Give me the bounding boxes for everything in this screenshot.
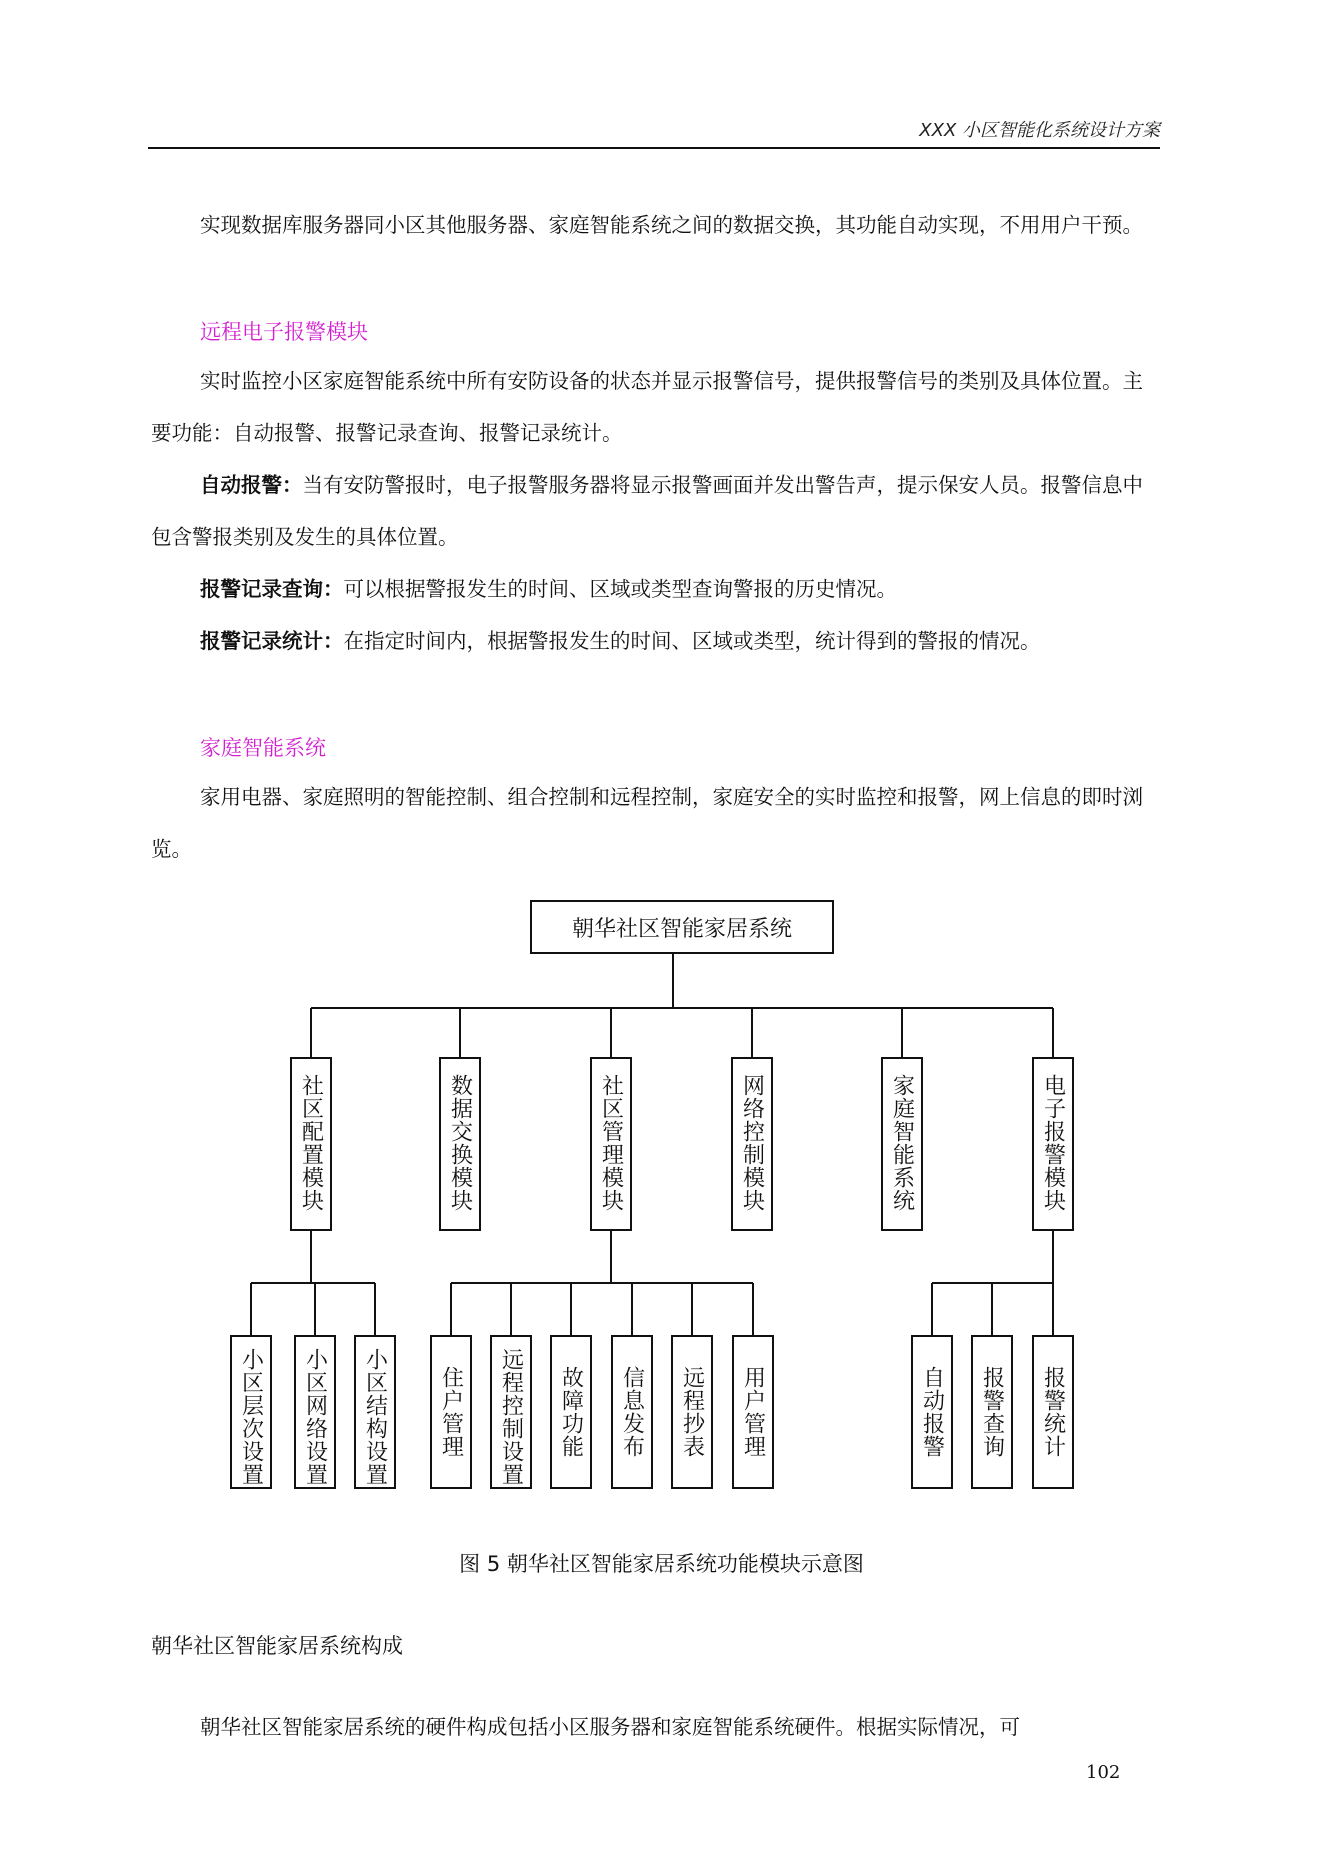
diagram-connectors bbox=[251, 953, 1053, 1336]
paragraph-remote-alarm: 实时监控小区家庭智能系统中所有安防设备的状态并显示报警信号，提供报警信号的类别及具体位置。主要功能：自动报警、报警记录查询、报警记录统计。 bbox=[151, 369, 1143, 445]
leaf-label-remote-meter: 远程抄表 bbox=[679, 1366, 705, 1458]
page-number: 102 bbox=[1086, 1762, 1121, 1783]
module-label-network-control: 网络控制模块 bbox=[739, 1074, 765, 1212]
module-boxes bbox=[291, 1058, 1073, 1230]
leaf-label-resident-manage: 住户管理 bbox=[438, 1366, 464, 1458]
root-node-label: 朝华社区智能家居系统 bbox=[571, 917, 793, 942]
heading-remote-alarm-module: 远程电子报警模块 bbox=[200, 320, 368, 344]
module-label-data-exchange: 数据交换模块 bbox=[447, 1074, 473, 1212]
leaf-label-level-setting: 小区层次设置 bbox=[238, 1348, 264, 1486]
module-label-home-intelligent: 家庭智能系统 bbox=[889, 1074, 915, 1212]
leaf-label-info-publish: 信息发布 bbox=[619, 1366, 645, 1458]
heading-home-intelligent-system: 家庭智能系统 bbox=[200, 736, 326, 760]
leaf-label-network-setting: 小区网络设置 bbox=[302, 1348, 328, 1486]
paragraph-hardware: 朝华社区智能家居系统的硬件构成包括小区服务器和家庭智能系统硬件。根据实际情况，可 bbox=[200, 1715, 1020, 1739]
leaf-label-auto-alarm: 自动报警 bbox=[919, 1366, 945, 1458]
leaf-boxes bbox=[231, 1336, 1073, 1488]
leaf-label-remote-control-setting: 远程控制设置 bbox=[498, 1348, 524, 1486]
leaf-label-fault-function: 故障功能 bbox=[558, 1366, 584, 1458]
paragraph-data-exchange: 实现数据库服务器同小区其他服务器、家庭智能系统之间的数据交换，其功能自动实现，不用用户干预。 bbox=[200, 213, 1143, 237]
paragraph-home-system: 家用电器、家庭照明的智能控制、组合控制和远程控制，家庭安全的实时监控和报警，网上信息的即时浏览。 bbox=[151, 785, 1143, 861]
module-label-electronic-alarm: 电子报警模块 bbox=[1040, 1074, 1066, 1212]
section-title: 朝华社区智能家居系统构成 bbox=[151, 1634, 403, 1658]
text-alarm-query: 可以根据警报发生的时间、区域或类型查询警报的历史情况。 bbox=[343, 577, 897, 601]
running-header: XXX 小区智能化系统设计方案 bbox=[919, 120, 1160, 141]
figure-caption: 图 5 朝华社区智能家居系统功能模块示意图 bbox=[459, 1552, 864, 1576]
text-auto-alarm: 当有安防警报时，电子报警服务器将显示报警画面并发出警告声，提示保安人员。报警信息中包含警报类别及发生的具体位置。 bbox=[151, 473, 1143, 549]
label-alarm-statistics: 报警记录统计： bbox=[200, 629, 344, 653]
leaf-label-alarm-statistics: 报警统计 bbox=[1040, 1366, 1066, 1458]
module-label-community-config: 社区配置模块 bbox=[298, 1074, 324, 1212]
leaf-label-user-manage: 用户管理 bbox=[740, 1366, 766, 1458]
leaf-label-alarm-query: 报警查询 bbox=[979, 1366, 1005, 1458]
label-auto-alarm: 自动报警： bbox=[200, 473, 303, 497]
text-alarm-statistics: 在指定时间内，根据警报发生的时间、区域或类型，统计得到的警报的情况。 bbox=[343, 629, 1041, 653]
leaf-label-structure-setting: 小区结构设置 bbox=[362, 1348, 388, 1486]
label-alarm-query: 报警记录查询： bbox=[200, 577, 344, 601]
module-label-community-manage: 社区管理模块 bbox=[598, 1074, 624, 1212]
